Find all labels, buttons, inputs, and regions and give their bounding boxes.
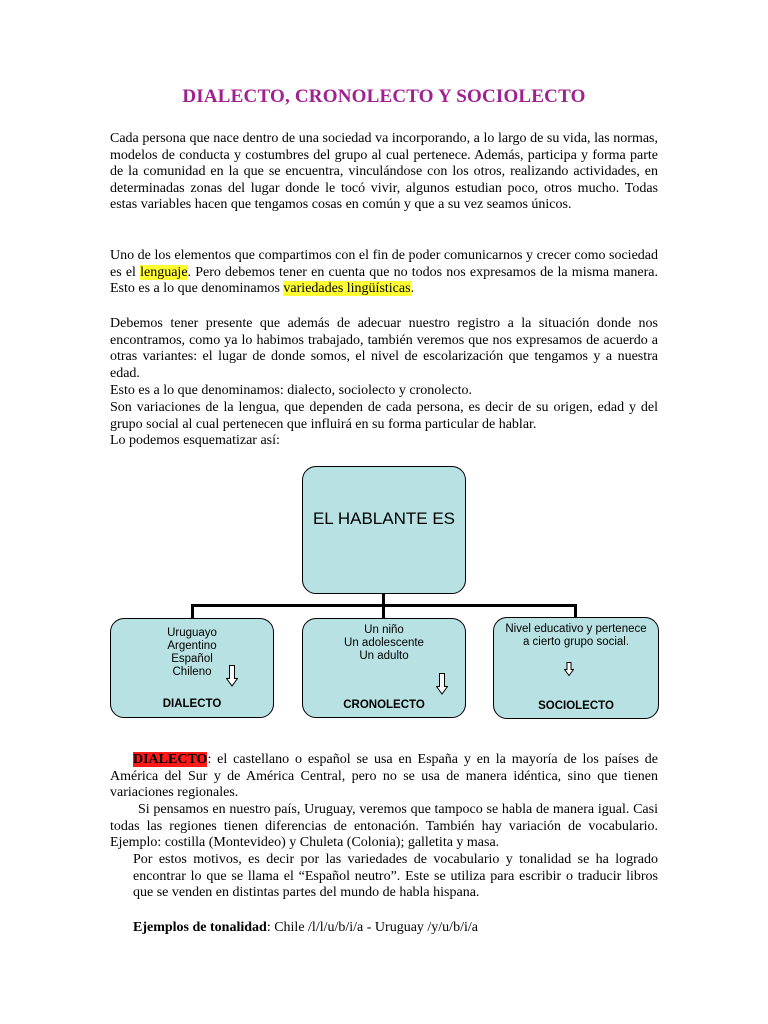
box-dialecto-label: DIALECTO: [162, 698, 222, 710]
paragraph-register: Debemos tener presente que además de adecuar nuestro registro a la situación donde nos encontramos, como ya lo habimos trabajado, también veremos que nos expresamos de acuerdo a otras variantes: el lugar de donde somos, el nivel de escolarización que tengamos y a nuestra edad.: [110, 316, 658, 381]
paragraph-uruguay: Si pensamos en nuestro país, Uruguay, veremos que tampoco se habla de manera igual. Casi todas las regiones tienen diferencias de entonación. También hay variación de vocabulario. Ejemplo: costilla (Montevideo) y Chuleta (Colonia); galletita y masa.: [110, 802, 658, 850]
paragraph-esquema: Lo podemos esquematizar así:: [110, 433, 280, 448]
dialecto-item: Español: [171, 653, 213, 665]
connector-left: [191, 604, 194, 618]
down-arrow-icon: [226, 665, 238, 687]
paragraph-variaciones: Son variaciones de la lengua, que dependen de cada persona, es decir de su origen, edad y del grupo social al cual pertenecen que influirá en su forma particular de hablar.: [110, 400, 658, 432]
box-sociolecto: [493, 617, 659, 719]
connector-right: [574, 604, 577, 618]
box-dialecto: [110, 618, 274, 718]
box-hablante: [302, 466, 466, 594]
connector-middle: [382, 604, 385, 618]
tonalidad-text: : Chile /l/l/u/b/i/a - Uruguay /y/u/b/i/a: [266, 920, 478, 935]
tonalidad-label: Ejemplos de tonalidad: [133, 920, 267, 935]
box-sociolecto-label: SOCIOLECTO: [538, 700, 614, 712]
highlight-lenguaje: lenguaje: [140, 264, 188, 280]
paragraph-intro: Cada persona que nace dentro de una sociedad va incorporando, a lo largo de su vida, las normas, modelos de conducta y costumbres del grupo al cual pertenece. Además, participa y forma parte de la comunidad en la que se encuentra, vinculándose con los otros, realizando actividades, en determinadas zonas del lugar donde le tocó vivir, algunos estudian poco, otros mucho. Todas estas variables hacen que tengamos cosas en común y que a su vez seamos únicos.: [110, 131, 658, 212]
text-span: Uno de los elementos que compartimos con el fin de poder comunicarnos y crecer como sociedad es el: [110, 248, 658, 280]
dialecto-item: Chileno: [172, 666, 212, 678]
dialecto-item: Uruguayo: [167, 627, 217, 639]
sociolecto-item: a cierto grupo social.: [522, 636, 630, 648]
down-arrow-icon: [564, 662, 574, 676]
sociolecto-item: Nivel educativo y pertenece: [505, 623, 647, 635]
box-hablante-label: EL HABLANTE ES: [312, 509, 456, 528]
down-arrow-icon: [436, 673, 448, 695]
dialecto-item: Argentino: [167, 640, 217, 652]
cronolecto-item: Un niño: [364, 624, 404, 636]
dialecto-paragraph: [110, 752, 658, 802]
highlight-variedades: variedades lingüísticas: [283, 281, 411, 296]
paragraph-language: [110, 248, 658, 298]
dialecto-sep: :: [207, 752, 212, 767]
paragraph-tonalidad: [133, 920, 658, 937]
page-title: DIALECTO, CRONOLECTO Y SOCIOLECTO: [182, 86, 586, 107]
cronolecto-item: Un adolescente: [344, 637, 424, 649]
text-span: .: [410, 281, 415, 296]
box-cronolecto-label: CRONOLECTO: [343, 699, 425, 711]
dialecto-label: DIALECTO: [133, 752, 208, 767]
paragraph-espanol-neutro: Por estos motivos, es decir por las variedades de vocabulario y tonalidad se ha logrado encontrar lo que se llama el “Español neutro”. Este se utiliza para escribir o traducir libros que se venden en distintas partes del mundo de habla hispana.: [133, 852, 658, 900]
text-span: . Pero debemos tener en cuenta que no todos nos expresamos de la misma manera. Esto es a lo que denominamos: [110, 264, 658, 296]
paragraph-denominamos: Esto es a lo que denominamos: dialecto, sociolecto y cronolecto.: [110, 383, 472, 398]
dialecto-text: el castellano o español se usa en España y en la mayoría de los países de América del Sur y de América Central, pero no se usa de manera idéntica, sino que tienen variaciones regionales.: [110, 752, 658, 800]
cronolecto-item: Un adulto: [359, 650, 409, 662]
box-cronolecto: [302, 618, 466, 718]
